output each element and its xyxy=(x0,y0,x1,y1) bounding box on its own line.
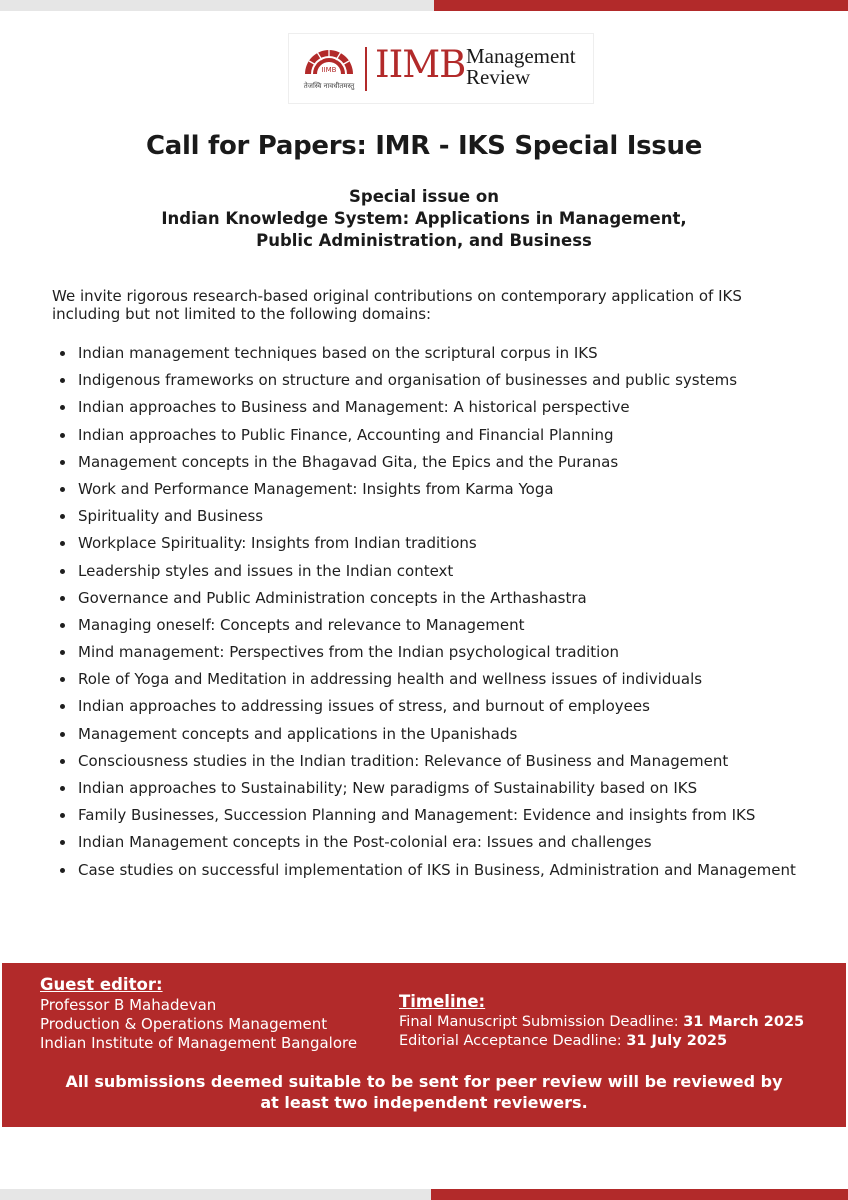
topic-item: Indigenous frameworks on structure and organisation of businesses and public systems xyxy=(60,369,820,396)
topic-item: Management concepts in the Bhagavad Gita, the Epics and the Puranas xyxy=(60,451,820,478)
emblem-label: IIMB xyxy=(321,66,337,74)
topic-item: Workplace Spirituality: Insights from Indian traditions xyxy=(60,532,820,559)
peer-review-note xyxy=(2,1071,846,1113)
guest-editor-details xyxy=(40,996,357,1053)
subtitle-line3: Public Administration, and Business xyxy=(256,231,592,250)
guest-editor-institution: Indian Institute of Management Bangalore xyxy=(40,1034,358,1052)
topic-item: Role of Yoga and Meditation in addressing health and wellness issues of individuals xyxy=(60,668,820,695)
topic-item: Work and Performance Management: Insights from Karma Yoga xyxy=(60,478,820,505)
topic-item: Managing oneself: Concepts and relevance to Management xyxy=(60,614,820,641)
acceptance-deadline-date: 31 July 2025 xyxy=(626,1033,728,1049)
topic-item: Indian Management concepts in the Post-colonial era: Issues and challenges xyxy=(60,831,820,858)
timeline-details xyxy=(399,1013,804,1051)
logo-divider xyxy=(365,47,367,91)
special-issue-subtitle xyxy=(0,186,848,252)
subtitle-line2: Indian Knowledge System: Applications in Management, xyxy=(161,209,687,228)
topic-item: Leadership styles and issues in the Indian context xyxy=(60,560,820,587)
editorial-acceptance-deadline xyxy=(399,1032,804,1051)
subtitle-line1: Special issue on xyxy=(349,187,499,206)
intro-paragraph: We invite rigorous research-based original contributions on contemporary application of IKS including but not limited to the following domains: xyxy=(52,287,742,323)
footer-panel xyxy=(2,963,846,1127)
top-bar-gray xyxy=(0,0,434,11)
iimb-emblem-icon xyxy=(301,44,357,78)
final-deadline-date: 31 March 2025 xyxy=(683,1014,805,1030)
logo-wordmark: IIMB xyxy=(375,43,466,86)
topic-item: Consciousness studies in the Indian tradition: Relevance of Business and Management xyxy=(60,750,820,777)
topic-item: Indian approaches to Business and Management: A historical perspective xyxy=(60,396,820,423)
topic-item: Case studies on successful implementation of IKS in Business, Administration and Management xyxy=(60,859,820,886)
topic-item: Indian approaches to Public Finance, Accounting and Financial Planning xyxy=(60,424,820,451)
logo-motto: तेजस्वि नावधीतमस्तु xyxy=(303,82,355,90)
journal-name xyxy=(466,46,576,88)
topic-item: Indian approaches to Sustainability; New paradigms of Sustainability based on IKS xyxy=(60,777,820,804)
iimb-management-review-logo xyxy=(288,33,594,104)
final-deadline-label: Final Manuscript Submission Deadline: xyxy=(399,1014,684,1030)
topic-item: Indian approaches to addressing issues of stress, and burnout of employees xyxy=(60,695,820,722)
topic-item: Indian management techniques based on the scriptural corpus in IKS xyxy=(60,342,820,369)
bottom-bar-red xyxy=(431,1189,848,1200)
final-submission-deadline xyxy=(399,1013,804,1032)
topic-item: Governance and Public Administration concepts in the Arthashastra xyxy=(60,587,820,614)
guest-editor-name: Professor B Mahadevan xyxy=(40,996,217,1014)
peer-review-note-line2: at least two independent reviewers. xyxy=(260,1093,588,1112)
peer-review-note-line1: All submissions deemed suitable to be sent for peer review will be reviewed by xyxy=(65,1072,783,1091)
guest-editor-department: Production & Operations Management xyxy=(40,1015,328,1033)
acceptance-deadline-label: Editorial Acceptance Deadline: xyxy=(399,1033,627,1049)
top-bar-red xyxy=(434,0,848,11)
bottom-bar-gray xyxy=(0,1189,431,1200)
page-title: Call for Papers: IMR - IKS Special Issue xyxy=(145,131,703,161)
guest-editor-heading: Guest editor: xyxy=(40,975,163,994)
journal-name-line1: Management xyxy=(466,44,576,68)
topic-item: Management concepts and applications in the Upanishads xyxy=(60,723,820,750)
topic-item: Spirituality and Business xyxy=(60,505,820,532)
topic-item: Mind management: Perspectives from the Indian psychological tradition xyxy=(60,641,820,668)
journal-name-line2: Review xyxy=(466,65,531,89)
topics-list xyxy=(60,342,820,886)
timeline-heading: Timeline: xyxy=(399,992,486,1011)
topic-item: Family Businesses, Succession Planning and Management: Evidence and insights from IKS xyxy=(60,804,820,831)
